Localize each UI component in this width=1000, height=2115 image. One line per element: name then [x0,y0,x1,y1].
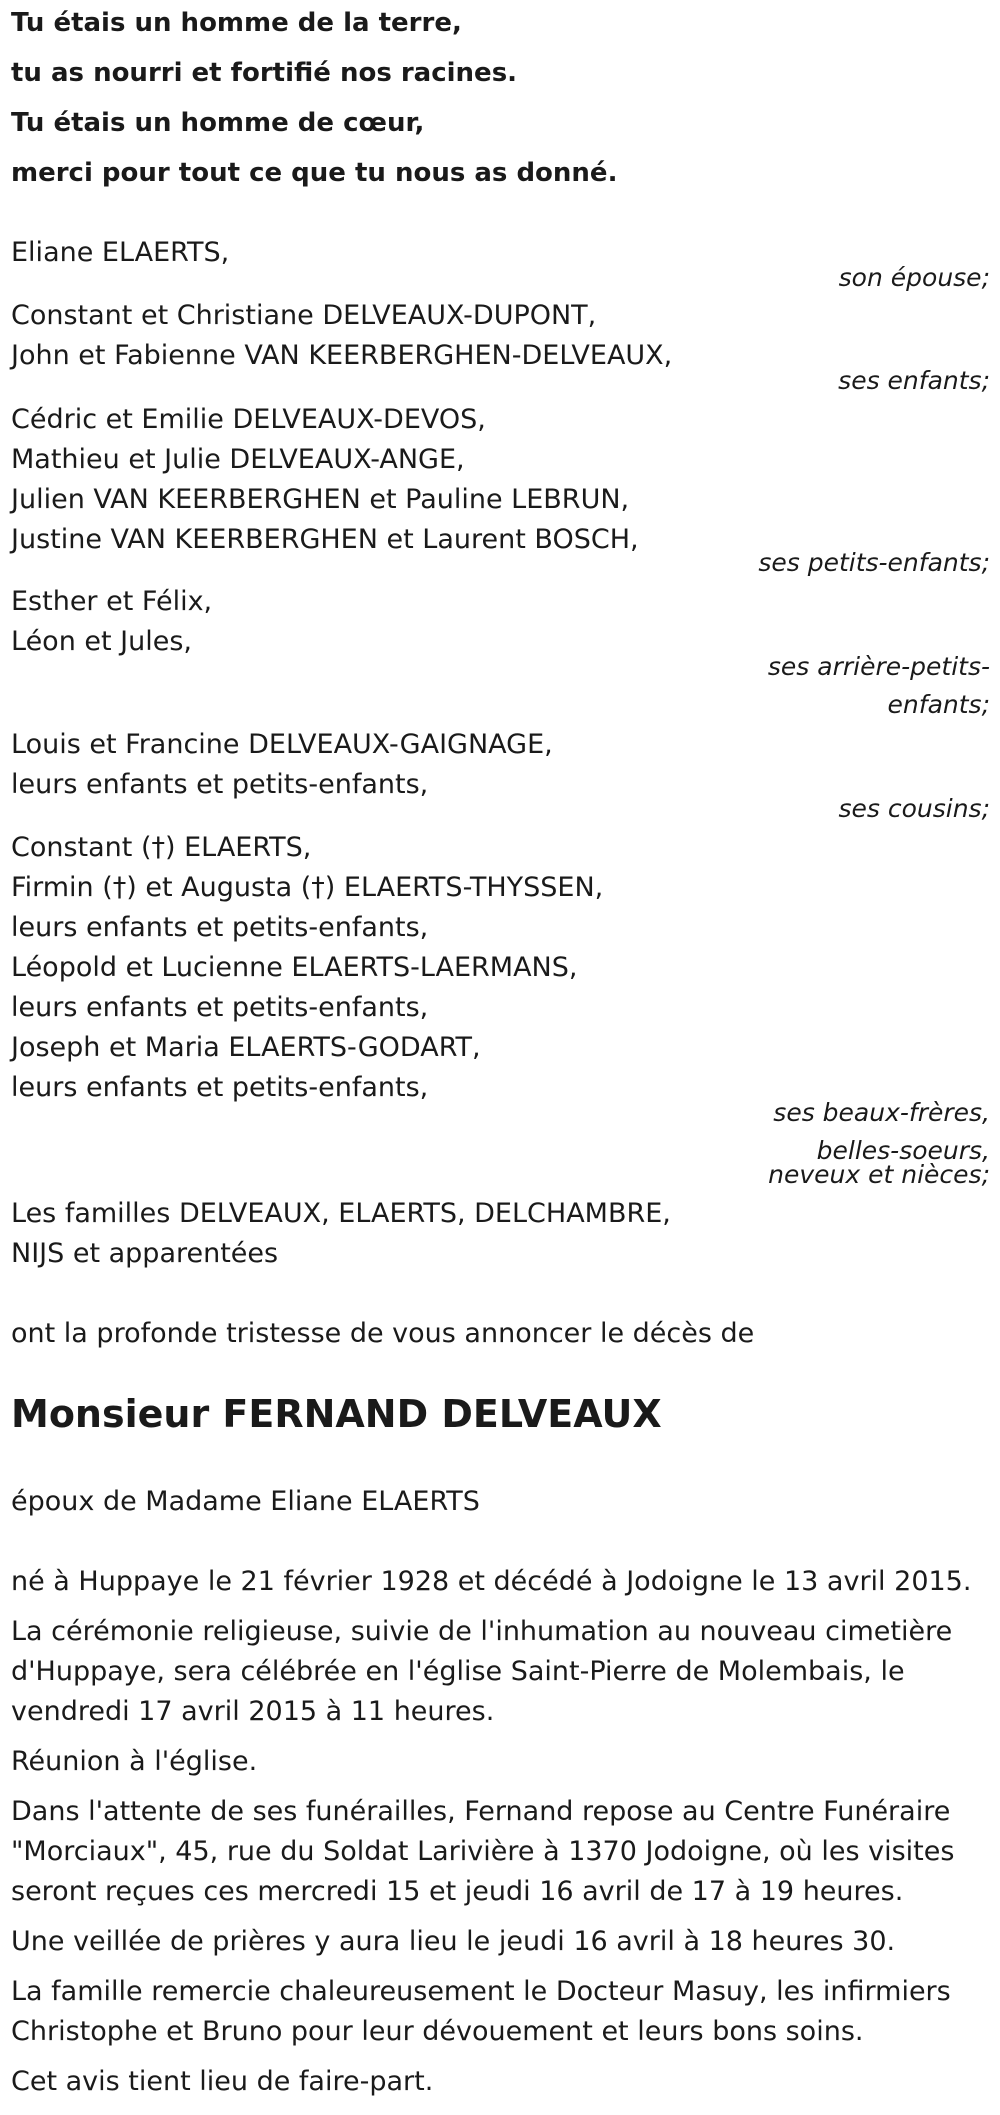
detail-line: La famille remercie chaleureusement le Docteur Masuy, les infirmiers [11,1976,951,2007]
poem-line: tu as nourri et fortifié nos racines. [11,58,518,88]
relation-label: ses petits-enfants; [758,548,990,577]
poem-line: Tu étais un homme de la terre, [11,8,462,38]
deceased-name: Monsieur FERNAND DELVEAUX [11,1392,662,1436]
mourner-name: John et Fabienne VAN KEERBERGHEN-DELVEAUX, [11,340,673,371]
detail-line: d'Huppaye, sera célébrée en l'église Saint-Pierre de Molembais, le [11,1656,905,1687]
mourner-name: Constant et Christiane DELVEAUX-DUPONT, [11,300,597,331]
detail-line: Cet avis tient lieu de faire-part. [11,2066,434,2097]
mourner-name: Mathieu et Julie DELVEAUX-ANGE, [11,444,465,475]
detail-line: né à Huppaye le 21 février 1928 et décédé à Jodoigne le 13 avril 2015. [11,1566,972,1597]
mourner-name: Eliane ELAERTS, [11,237,230,268]
mourner-name: Constant (†) ELAERTS, [11,832,312,863]
detail-line: La cérémonie religieuse, suivie de l'inhumation au nouveau cimetière [11,1616,953,1647]
relation-label: ses beaux-frères, [773,1098,990,1127]
mourner-name: Julien VAN KEERBERGHEN et Pauline LEBRUN, [11,484,630,515]
spouse-line: époux de Madame Eliane ELAERTS [11,1486,480,1517]
mourner-name: Joseph et Maria ELAERTS-GODART, [11,1032,481,1063]
mourner-name: leurs enfants et petits-enfants, [11,912,429,943]
mourner-name: Léopold et Lucienne ELAERTS-LAERMANS, [11,952,578,983]
families-line: Les familles DELVEAUX, ELAERTS, DELCHAMBRE, [11,1198,671,1229]
mourner-name: Firmin (†) et Augusta (†) ELAERTS-THYSSEN, [11,872,604,903]
detail-line: "Morciaux", 45, rue du Soldat Larivière à 1370 Jodoigne, où les visites [11,1836,955,1867]
detail-line: vendredi 17 avril 2015 à 11 heures. [11,1696,495,1727]
detail-line: Réunion à l'église. [11,1746,258,1777]
announcement-text: ont la profonde tristesse de vous annoncer le décès de [11,1318,755,1349]
relation-label: ses enfants; [838,366,990,395]
mourner-name: Léon et Jules, [11,626,193,657]
detail-line: seront reçues ces mercredi 15 et jeudi 16 avril de 17 à 19 heures. [11,1876,904,1907]
poem-line: Tu étais un homme de cœur, [11,108,425,138]
mourner-name: leurs enfants et petits-enfants, [11,1072,429,1103]
detail-line: Dans l'attente de ses funérailles, Fernand repose au Centre Funéraire [11,1796,951,1827]
detail-line: Christophe et Bruno pour leur dévouement et leurs bons soins. [11,2016,864,2047]
relation-label: neveux et nièces; [768,1160,990,1189]
poem-line: merci pour tout ce que tu nous as donné. [11,158,618,188]
families-line: NIJS et apparentées [11,1238,279,1269]
relation-label: son épouse; [838,263,990,292]
mourner-name: leurs enfants et petits-enfants, [11,769,429,800]
relation-label: ses cousins; [838,794,990,823]
mourner-name: Justine VAN KEERBERGHEN et Laurent BOSCH, [11,524,639,555]
relation-label: enfants; [887,690,990,719]
detail-line: Une veillée de prières y aura lieu le jeudi 16 avril à 18 heures 30. [11,1926,896,1957]
mourner-name: Louis et Francine DELVEAUX-GAIGNAGE, [11,729,553,760]
relation-label: belles-soeurs, [816,1136,990,1165]
mourner-name: Esther et Félix, [11,586,213,617]
mourner-name: Cédric et Emilie DELVEAUX-DEVOS, [11,404,486,435]
relation-label: ses arrière-petits- [767,652,990,681]
mourner-name: leurs enfants et petits-enfants, [11,992,429,1023]
